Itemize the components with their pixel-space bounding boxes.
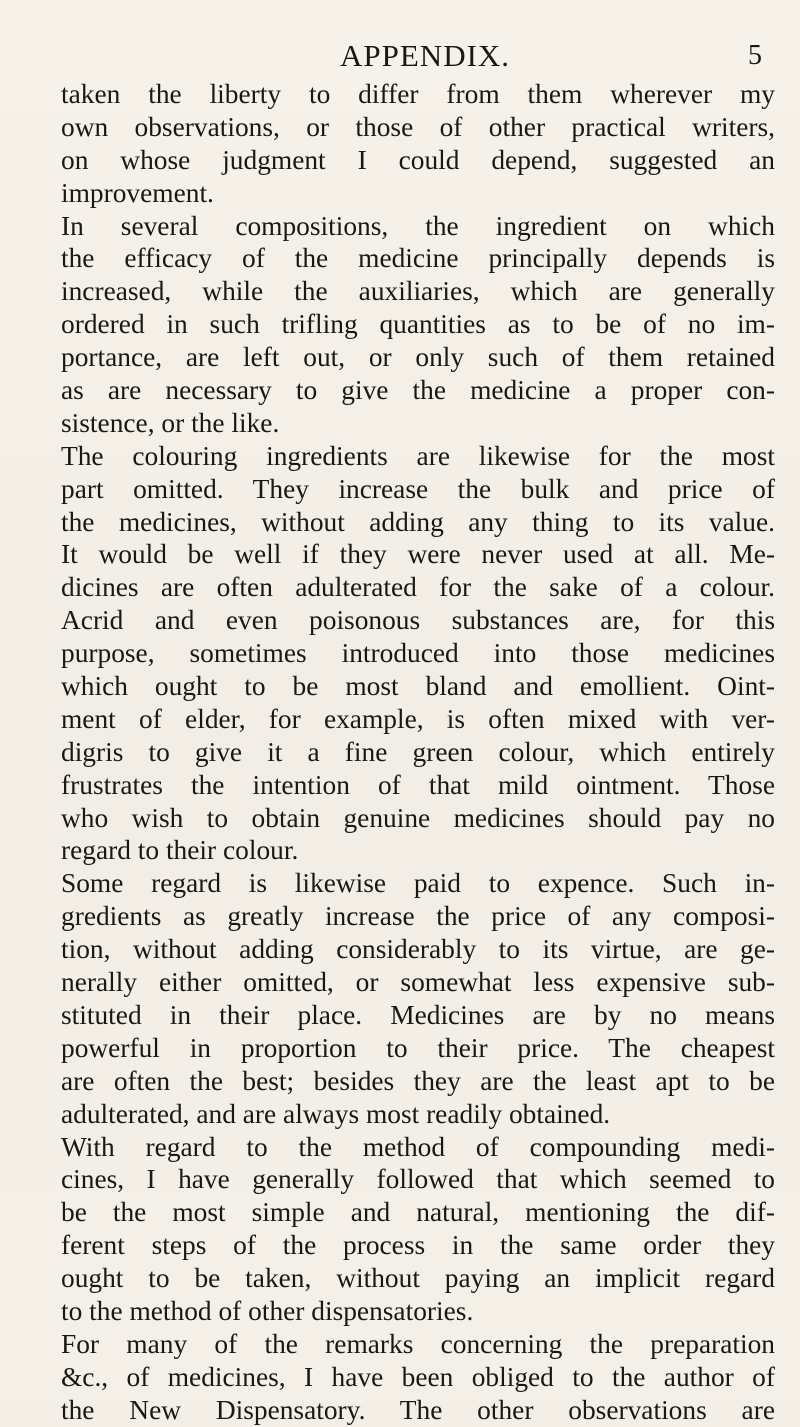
body-text <box>61 78 775 1427</box>
text-line: increased, while the auxiliaries, which are generally <box>61 276 775 307</box>
text-line: as are necessary to give the medicine a proper con- <box>61 375 775 406</box>
text-line: With regard to the method of compounding medi- <box>61 1131 775 1162</box>
text-line: gredients as greatly increase the price of any composi- <box>61 901 775 932</box>
text-line: be the most simple and natural, mentioning the dif- <box>61 1197 775 1228</box>
text-line: digris to give it a fine green colour, which entirely <box>61 736 775 767</box>
text-line: which ought to be most bland and emollient. Oint- <box>61 671 775 702</box>
running-title: APPENDIX. <box>340 38 511 73</box>
text-line: dicines are often adulterated for the sake of a colour. <box>61 572 775 603</box>
text-line: tion, without adding considerably to its virtue, are ge- <box>61 934 775 965</box>
text-line: ought to be taken, without paying an implicit regard <box>61 1263 775 1294</box>
page-number: 5 <box>748 40 762 71</box>
text-line: own observations, or those of other practical writers, <box>61 111 775 142</box>
text-line: In several compositions, the ingredient on which <box>61 210 775 241</box>
text-line: adulterated, and are always most readily obtained. <box>61 1098 611 1129</box>
text-line: part omitted. They increase the bulk and price of <box>61 473 775 504</box>
text-line: stituted in their place. Medicines are by no means <box>61 999 775 1030</box>
text-line: frustrates the intention of that mild ointment. Those <box>61 769 775 800</box>
text-line: Acrid and even poisonous substances are, for this <box>61 605 775 636</box>
text-line: The colouring ingredients are likewise for the most <box>61 440 775 471</box>
text-line: taken the liberty to differ from them wherever my <box>61 79 775 109</box>
text-line: ment of elder, for example, is often mixed with ver- <box>61 703 775 734</box>
text-line: purpose, sometimes introduced into those medicines <box>61 638 775 669</box>
text-line: ordered in such trifling quantities as to be of no im- <box>61 309 775 340</box>
text-line: on whose judgment I could depend, suggested an <box>61 144 775 175</box>
text-line: nerally either omitted, or somewhat less expensive sub- <box>61 967 775 998</box>
text-line: ferent steps of the process in the same order they <box>61 1230 775 1261</box>
text-line: Some regard is likewise paid to expence. Such in- <box>61 868 775 899</box>
text-line: the efficacy of the medicine principally depends is <box>61 243 775 274</box>
text-line: the New Dispensatory. The other observations are <box>61 1394 775 1425</box>
text-line: cines, I have generally followed that which seemed to <box>61 1164 775 1195</box>
text-line: who wish to obtain genuine medicines should pay no <box>61 802 775 833</box>
text-line: are often the best; besides they are the least apt to be <box>61 1065 775 1096</box>
text-line: improvement. <box>61 177 214 208</box>
text-line: regard to their colour. <box>61 835 299 866</box>
text-line: to the method of other dispensatories. <box>61 1295 474 1326</box>
text-line: It would be well if they were never used at all. Me- <box>61 539 775 570</box>
text-line: &c., of medicines, I have been obliged to the author of <box>61 1361 775 1392</box>
text-line: portance, are left out, or only such of them retained <box>61 342 775 373</box>
running-head <box>0 36 800 76</box>
text-line: sistence, or the like. <box>61 407 280 438</box>
text-line: powerful in proportion to their price. The cheapest <box>61 1032 775 1063</box>
text-line: For many of the remarks concerning the preparation <box>61 1328 775 1359</box>
text-line: the medicines, without adding any thing to its value. <box>61 506 775 537</box>
